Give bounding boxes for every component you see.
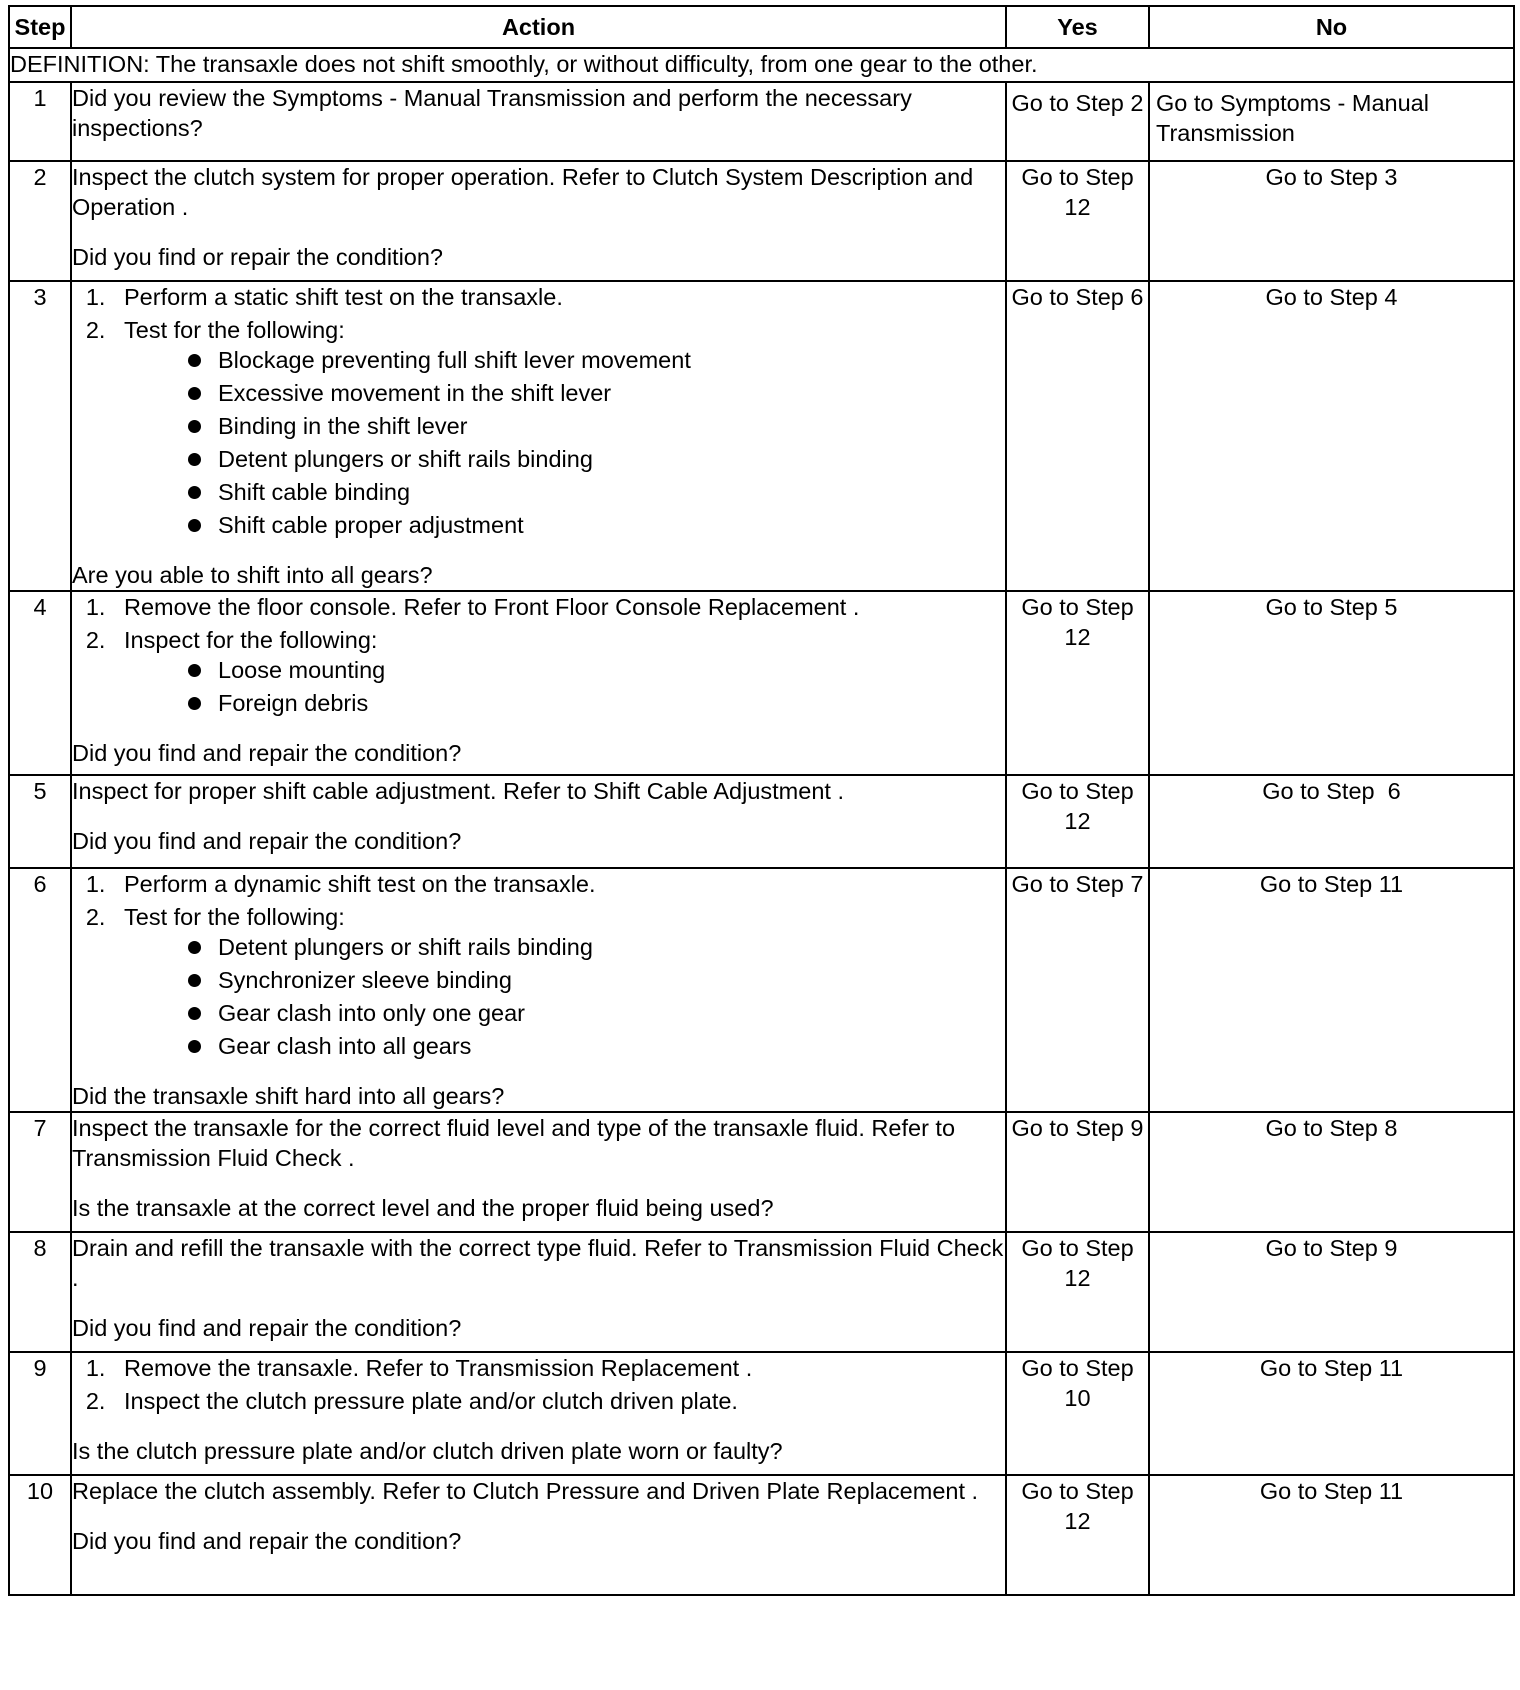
- list-item: 1. Remove the floor console. Refer to Front Floor Console Replacement .: [112, 592, 1005, 622]
- definition-row: [9, 48, 1514, 82]
- bullet-text: Shift cable binding: [218, 479, 411, 505]
- bullet-icon: [188, 486, 201, 499]
- header-yes: Yes: [1006, 6, 1149, 48]
- bullet-item: [186, 965, 1005, 995]
- bullet-item: [186, 345, 1005, 375]
- bullet-list: [124, 932, 1005, 1061]
- no-cell: Go to Step 11: [1149, 868, 1514, 1112]
- action-text: Drain and refill the transaxle with the correct type fluid. Refer to Transmission Fluid Check .: [72, 1235, 1004, 1291]
- action-cell: [71, 868, 1006, 1112]
- list-item: [112, 315, 1005, 540]
- table-row: [9, 281, 1514, 591]
- action-question: Did you find and repair the condition?: [72, 740, 462, 766]
- step-number: 1: [9, 82, 71, 161]
- no-cell: Go to Step 4: [1149, 281, 1514, 591]
- bullet-list: [124, 655, 1005, 718]
- step-number: 8: [9, 1232, 71, 1352]
- bullet-item: [186, 655, 1005, 685]
- action-cell: [71, 775, 1006, 868]
- bullet-text: Excessive movement in the shift lever: [218, 380, 612, 406]
- table-row: [9, 82, 1514, 161]
- bullet-icon: [188, 1040, 201, 1053]
- bullet-icon: [188, 519, 201, 532]
- diagnostic-table: [8, 5, 1515, 1596]
- yes-cell: Go to Step 12: [1006, 161, 1149, 281]
- action-question: Is the clutch pressure plate and/or clutch driven plate worn or faulty?: [72, 1438, 783, 1464]
- numbered-list: [72, 1353, 1005, 1416]
- action-question: Is the transaxle at the correct level and the proper fluid being used?: [72, 1195, 774, 1221]
- step-number: 2: [9, 161, 71, 281]
- table-row: [9, 1352, 1514, 1475]
- step-number: 7: [9, 1112, 71, 1232]
- yes-cell: Go to Step 7: [1006, 868, 1149, 1112]
- list-item-text: Test for the following:: [124, 904, 345, 930]
- list-item: 1. Perform a dynamic shift test on the transaxle.: [112, 869, 1005, 899]
- yes-cell: Go to Step 12: [1006, 591, 1149, 775]
- yes-cell: Go to Step 2: [1006, 82, 1149, 161]
- action-question: Did the transaxle shift hard into all gears?: [72, 1083, 505, 1109]
- action-question: Did you find and repair the condition?: [72, 1315, 462, 1341]
- bullet-text: Foreign debris: [218, 690, 369, 716]
- no-cell: Go to Step 6: [1149, 775, 1514, 868]
- bullet-list: [124, 345, 1005, 540]
- list-item: 2. Inspect the clutch pressure plate and/or clutch driven plate.: [112, 1386, 1005, 1416]
- bullet-item: [186, 1031, 1005, 1061]
- no-cell: Go to Step 9: [1149, 1232, 1514, 1352]
- bullet-icon: [188, 697, 201, 710]
- bullet-icon: [188, 941, 201, 954]
- bullet-text: Binding in the shift lever: [218, 413, 468, 439]
- bullet-text: Blockage preventing full shift lever movement: [218, 347, 691, 373]
- action-question: Did you find or repair the condition?: [72, 244, 443, 270]
- bullet-text: Synchronizer sleeve binding: [218, 967, 512, 993]
- action-cell: [71, 161, 1006, 281]
- table-row: [9, 775, 1514, 868]
- bullet-item: [186, 444, 1005, 474]
- action-cell: [71, 1475, 1006, 1595]
- bullet-item: [186, 378, 1005, 408]
- bullet-icon: [188, 664, 201, 677]
- action-text: Replace the clutch assembly. Refer to Clutch Pressure and Driven Plate Replacement .: [72, 1478, 979, 1504]
- bullet-icon: [188, 453, 201, 466]
- yes-cell: Go to Step 10: [1006, 1352, 1149, 1475]
- action-cell: [71, 1232, 1006, 1352]
- table-row: [9, 1112, 1514, 1232]
- action-cell: [71, 1352, 1006, 1475]
- table-row: [9, 868, 1514, 1112]
- action-question: Are you able to shift into all gears?: [72, 562, 433, 588]
- action-text: Inspect the clutch system for proper operation. Refer to Clutch System Description and Operation .: [72, 164, 974, 220]
- action-cell: [71, 591, 1006, 775]
- action-cell: [71, 281, 1006, 591]
- numbered-list: [72, 592, 1005, 718]
- step-number: 6: [9, 868, 71, 1112]
- no-cell: Go to Step 5: [1149, 591, 1514, 775]
- step-number: 10: [9, 1475, 71, 1595]
- list-item: [112, 625, 1005, 718]
- bullet-item: [186, 477, 1005, 507]
- bullet-item: [186, 411, 1005, 441]
- yes-cell: Go to Step 12: [1006, 1232, 1149, 1352]
- bullet-icon: [188, 1007, 201, 1020]
- bullet-icon: [188, 974, 201, 987]
- table-header-row: [9, 6, 1514, 48]
- action-question: Did you find and repair the condition?: [72, 828, 462, 854]
- no-cell: Go to Step 11: [1149, 1475, 1514, 1595]
- bullet-item: [186, 998, 1005, 1028]
- bullet-text: Detent plungers or shift rails binding: [218, 934, 593, 960]
- bullet-text: Gear clash into all gears: [218, 1033, 472, 1059]
- no-cell: Go to Step 11: [1149, 1352, 1514, 1475]
- bullet-text: Shift cable proper adjustment: [218, 512, 524, 538]
- definition-text: DEFINITION: The transaxle does not shift smoothly, or without difficulty, from one gear to the other.: [9, 48, 1514, 82]
- bullet-icon: [188, 420, 201, 433]
- step-number: 4: [9, 591, 71, 775]
- list-item-text: Test for the following:: [124, 317, 345, 343]
- list-item: 1. Perform a static shift test on the transaxle.: [112, 282, 1005, 312]
- step-number: 5: [9, 775, 71, 868]
- header-step: Step: [9, 6, 71, 48]
- table-row: [9, 591, 1514, 775]
- bullet-item: [186, 688, 1005, 718]
- table-row: [9, 161, 1514, 281]
- action-text: Inspect for proper shift cable adjustment. Refer to Shift Cable Adjustment .: [72, 778, 844, 804]
- bullet-text: Loose mounting: [218, 657, 386, 683]
- numbered-list: [72, 282, 1005, 540]
- bullet-text: Detent plungers or shift rails binding: [218, 446, 593, 472]
- no-cell: Go to Step 8: [1149, 1112, 1514, 1232]
- action-question: Did you find and repair the condition?: [72, 1528, 462, 1554]
- action-cell: [71, 1112, 1006, 1232]
- bullet-text: Gear clash into only one gear: [218, 1000, 525, 1026]
- bullet-icon: [188, 387, 201, 400]
- yes-cell: Go to Step 6: [1006, 281, 1149, 591]
- list-item: 1. Remove the transaxle. Refer to Transmission Replacement .: [112, 1353, 1005, 1383]
- action-text: Did you review the Symptoms - Manual Transmission and perform the necessary inspections?: [72, 85, 912, 141]
- action-cell: [71, 82, 1006, 161]
- list-item: [112, 902, 1005, 1061]
- action-text: Inspect the transaxle for the correct fluid level and type of the transaxle fluid. Refer to Transmission Fluid Check .: [72, 1115, 956, 1171]
- bullet-icon: [188, 354, 201, 367]
- yes-cell: Go to Step 9: [1006, 1112, 1149, 1232]
- bullet-item: [186, 932, 1005, 962]
- header-action: Action: [71, 6, 1006, 48]
- step-number: 9: [9, 1352, 71, 1475]
- step-number: 3: [9, 281, 71, 591]
- yes-cell: Go to Step 12: [1006, 775, 1149, 868]
- yes-cell: Go to Step 12: [1006, 1475, 1149, 1595]
- numbered-list: [72, 869, 1005, 1061]
- table-row: [9, 1232, 1514, 1352]
- no-cell: Go to Step 3: [1149, 161, 1514, 281]
- no-cell: Go to Symptoms - Manual Transmission: [1149, 82, 1514, 161]
- bullet-item: [186, 510, 1005, 540]
- list-item-text: Inspect for the following:: [124, 627, 378, 653]
- table-row: [9, 1475, 1514, 1595]
- header-no: No: [1149, 6, 1514, 48]
